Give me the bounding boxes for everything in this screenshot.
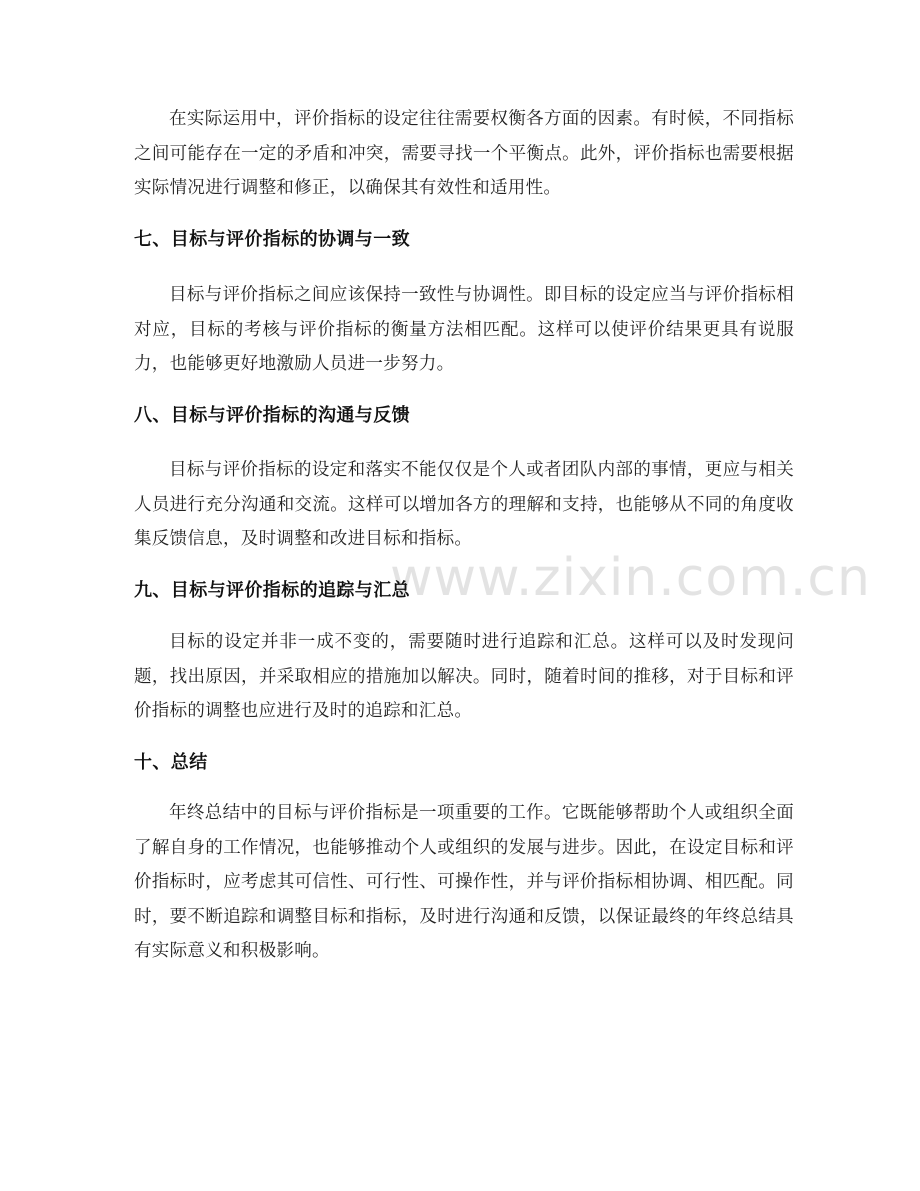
section-heading-7: 七、目标与评价指标的协调与一致 [134, 229, 410, 250]
paragraph-section-8: 目标与评价指标的设定和落实不能仅仅是个人或者团队内部的事情，更应与相关人员进行充分沟通和交流。这样可以增加各方的理解和支持，也能够从不同的角度收集反馈信息，及时调整和改进目标和指标。 [134, 460, 794, 549]
watermark: www.zixin.com.cn [390, 548, 871, 608]
paragraph-section-10: 年终总结中的目标与评价指标是一项重要的工作。它既能够帮助个人或组织全面了解自身的工作情况，也能够推动个人或组织的发展与进步。因此，在设定目标和评价指标时，应考虑其可信性、可行性、可操作性，并与评价指标相协调、相匹配。同时，要不断追踪和调整目标和指标，及时进行沟通和反馈，以保证最终的年终总结具有实际意义和积极影响。 [134, 803, 794, 961]
paragraph-section-9: 目标的设定并非一成不变的，需要随时进行追踪和汇总。这样可以及时发现问题，找出原因，并采取相应的措施加以解决。同时，随着时间的推移，对于目标和评价指标的调整也应进行及时的追踪和汇总。 [134, 632, 794, 721]
paragraph-evaluation-balance: 在实际运用中，评价指标的设定往往需要权衡各方面的因素。有时候，不同指标之间可能存在一定的矛盾和冲突，需要寻找一个平衡点。此外，评价指标也需要根据实际情况进行调整和修正，以确保其有效性和适用性。 [134, 109, 794, 198]
section-heading-10: 十、总结 [134, 752, 208, 773]
paragraph-section-7: 目标与评价指标之间应该保持一致性与协调性。即目标的设定应当与评价指标相对应，目标的考核与评价指标的衡量方法相匹配。这样可以使评价结果更具有说服力，也能够更好地激励人员进一步努力。 [134, 285, 794, 374]
section-heading-9: 九、目标与评价指标的追踪与汇总 [134, 580, 410, 601]
section-heading-8: 八、目标与评价指标的沟通与反馈 [134, 405, 410, 426]
